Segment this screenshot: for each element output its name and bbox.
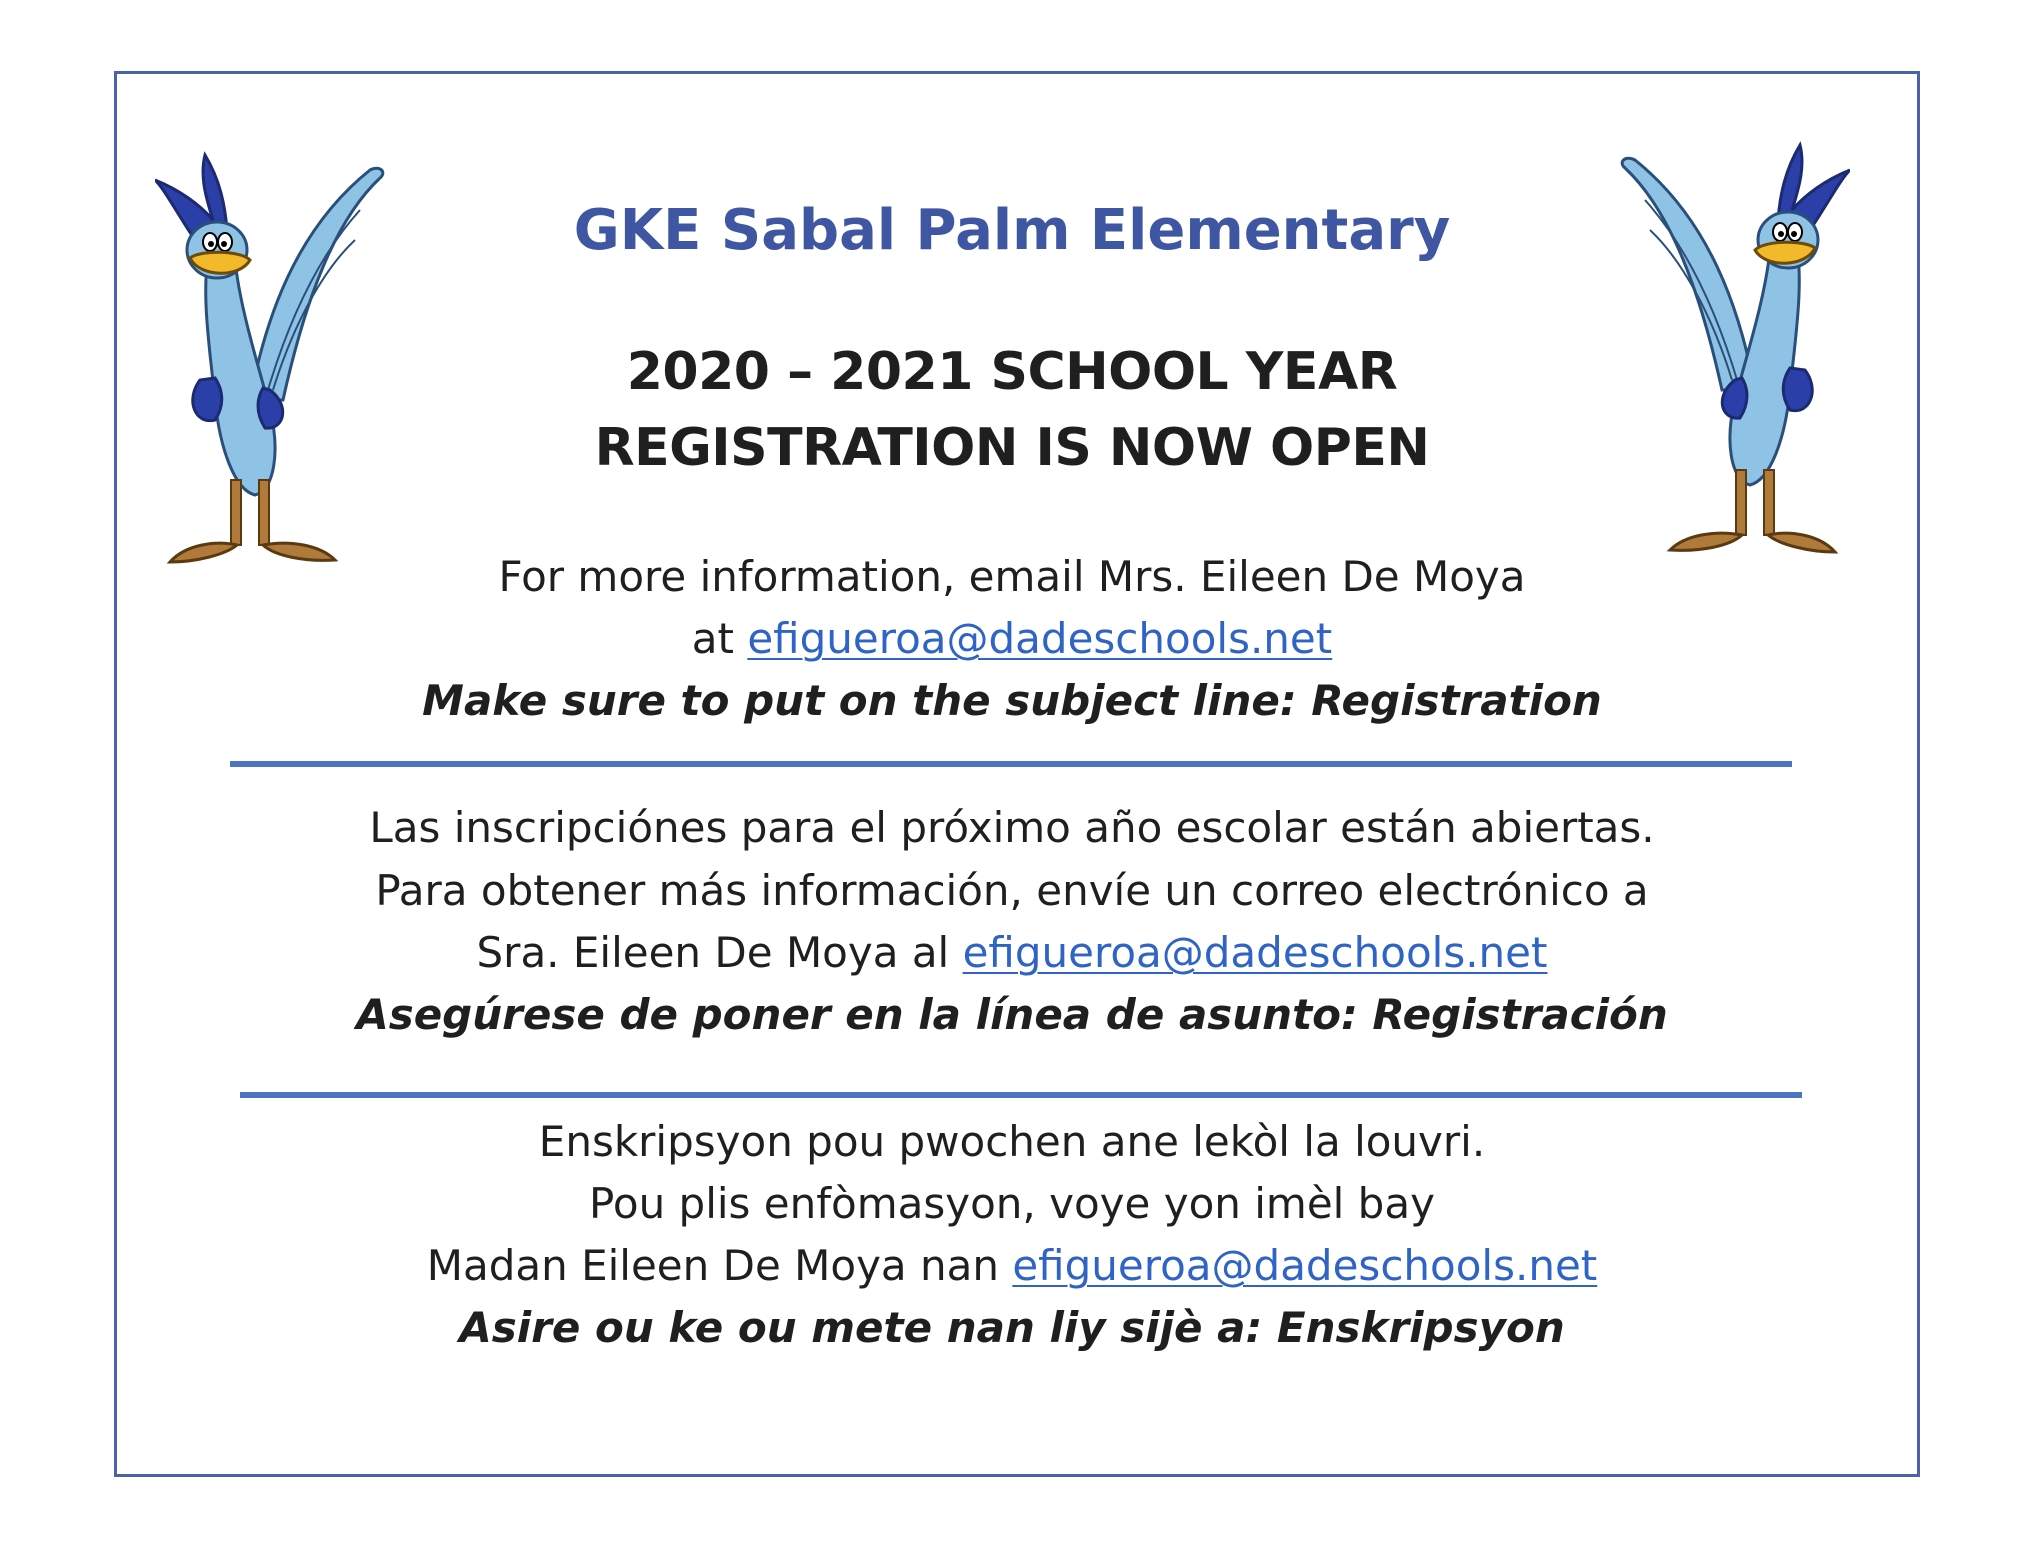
spanish-email-link[interactable]: efigueroa@dadeschools.net xyxy=(962,928,1548,977)
headline-school-year: 2020 – 2021 SCHOOL YEAR xyxy=(626,342,1398,402)
spanish-subject-note: Asegúrese de poner en la línea de asunto: Registración xyxy=(356,990,1668,1039)
section-divider xyxy=(240,1092,1802,1098)
english-email-line xyxy=(0,614,2024,663)
spanish-info-line-2: Para obtener más información, envíe un correo electrónico a xyxy=(375,866,1649,915)
school-name: GKE Sabal Palm Elementary xyxy=(573,198,1451,263)
creole-email-link[interactable]: efigueroa@dadeschools.net xyxy=(1012,1241,1598,1290)
section-divider xyxy=(230,761,1792,767)
creole-email-line xyxy=(0,1241,2024,1290)
spanish-email-prefix: Sra. Eileen De Moya al xyxy=(476,928,963,977)
english-email-link[interactable]: efigueroa@dadeschools.net xyxy=(747,614,1333,663)
headline-registration-open: REGISTRATION IS NOW OPEN xyxy=(594,418,1430,478)
english-email-prefix: at xyxy=(691,614,748,663)
creole-info-line-2: Pou plis enfòmasyon, voye yon imèl bay xyxy=(589,1179,1435,1228)
creole-email-prefix: Madan Eileen De Moya nan xyxy=(426,1241,1013,1290)
english-info-line: For more information, email Mrs. Eileen De Moya xyxy=(498,552,1526,601)
spanish-info-line-1: Las inscripciónes para el próximo año escolar están abiertas. xyxy=(369,803,1655,852)
english-subject-note: Make sure to put on the subject line: Registration xyxy=(422,676,1602,725)
spanish-email-line xyxy=(0,928,2024,977)
creole-subject-note: Asire ou ke ou mete nan liy sijè a: Enskripsyon xyxy=(459,1303,1565,1352)
creole-info-line-1: Enskripsyon pou pwochen ane lekòl la louvri. xyxy=(538,1117,1486,1166)
